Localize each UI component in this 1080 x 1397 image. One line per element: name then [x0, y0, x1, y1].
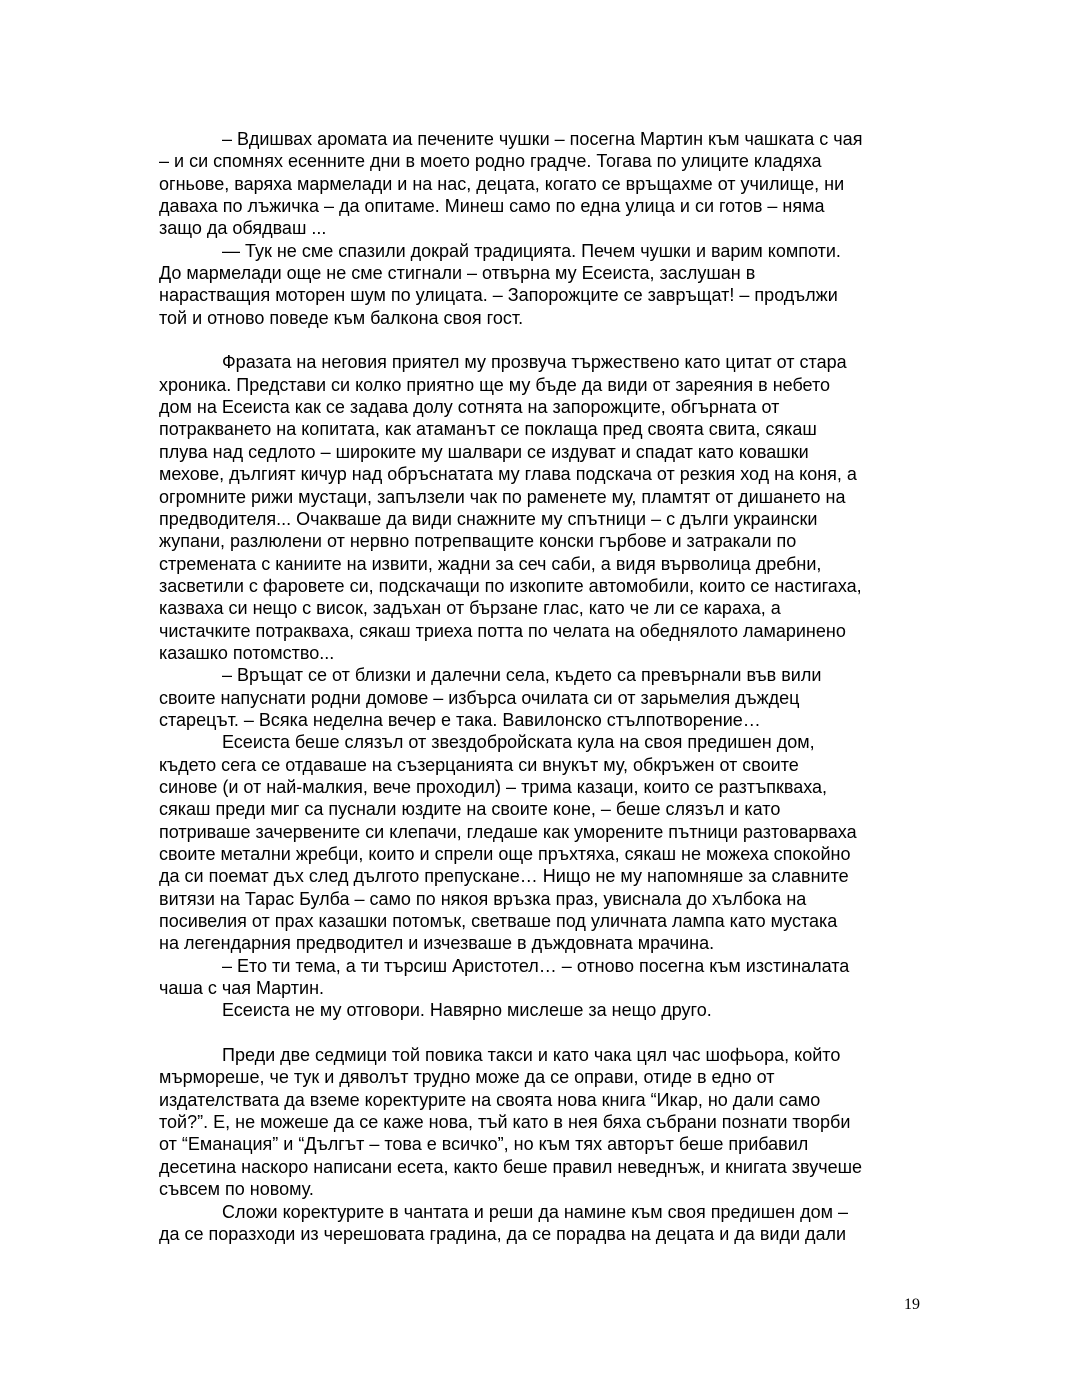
text-line: огромните рижи мустаци, запълзели чак по раменете му, пламтят от дишането на: [159, 486, 846, 507]
text-line: жупани, разлюлени от нервно потрепващите конски гърбове и затракали по: [159, 531, 797, 552]
text-line: от “Еманация” и “Дългът – това е всичко”, но към тях авторът беше прибавил: [159, 1134, 809, 1155]
text-line: Есеиста беше слязъл от звездобройската кула на своя предишен дом,: [222, 732, 815, 753]
text-line: хроника. Представи си колко приятно ще му бъде да види от зареяния в небето: [159, 374, 831, 395]
text-line: защо да обядваш ...: [159, 218, 327, 239]
text-line: мехове, дългият кичур над обръснатата му глава подскача от резкия ход на коня, а: [159, 464, 857, 485]
text-line: – Връщат се от близки и далечни села, където са превърнали във вили: [222, 665, 822, 686]
text-line: — Тук не сме спазили докрай традицията. Печем чушки и варим компоти.: [222, 240, 841, 261]
text-line: сякаш преди миг са пуснали юздите на своите коне, – беше слязъл и като: [159, 799, 781, 820]
text-line: чистачките потракваха, сякаш триеха потта по челата на обеднялото ламаринено: [159, 620, 846, 641]
text-line: – и си спомнях есенните дни в моето родно градче. Тогава по улиците кладяха: [159, 151, 822, 172]
text-line: плува над седлото – широките му шалвари се издуват и спадат като ковашки: [159, 441, 809, 462]
text-line: издателствата да вземе коректурите на своята нова книга “Икар, но дали само: [159, 1089, 821, 1110]
page-number: 19: [904, 1296, 920, 1313]
text-line: чаша с чая Мартин.: [159, 978, 325, 999]
text-line: на легендарния предводител и изчезваше в дъждовната мрачина.: [159, 933, 715, 954]
paragraph-gap: [159, 1022, 929, 1044]
text-line: синове (и от най-малкия, вече проходил) – трима казаци, които се разтъпкваха,: [159, 776, 828, 797]
text-line: съвсем по новому.: [159, 1179, 314, 1200]
text-line: където сега се отдаваше на съзерцанията си внукът му, обкръжен от своите: [159, 754, 799, 775]
text-line: засветили с фаровете си, подскачащи по изкопите автомобили, които се настигаха,: [159, 575, 862, 596]
text-line: той и отново поведе към балкона своя гост.: [159, 307, 524, 328]
text-line: дом на Есеиста как се задава долу сотнята на запорожците, обгърната от: [159, 397, 780, 418]
body-text: [159, 128, 929, 1245]
text-line: мърмореше, че тук и дяволът трудно може да се оправи, отиде в едно от: [159, 1067, 775, 1088]
text-line: той?”. Е, не можеше да се каже нова, тъй като в нея бяха събрани познати творби: [159, 1112, 851, 1133]
text-line: Преди две седмици той повика такси и като чака цял час шофьора, който: [222, 1045, 841, 1066]
text-line: витязи на Тарас Булба – само по някоя връзка праз, увиснала до хълбока на: [159, 888, 807, 909]
text-line: да се поразходи из черешовата градина, да се порадва на децата и да види дали: [159, 1223, 847, 1244]
text-line: своите напуснати родни домове – избърса очилата си от зарьмелия дъждец: [159, 687, 800, 708]
text-line: старецът. – Всяка неделна вечер е така. Вавилонско стълпотворение…: [159, 709, 761, 730]
text-line: огньове, варяха мармелади и на нас, децата, когато се връщахме от училище, ни: [159, 173, 845, 194]
text-line: предводителя... Очакваше да види снажните му спътници – с дълги украински: [159, 508, 818, 529]
text-line: Фразата на неговия приятел му прозвуча тържествено като цитат от стара: [222, 352, 847, 373]
text-line: – Ето ти тема, а ти търсиш Аристотел… – отново посегна към изстиналата: [222, 955, 850, 976]
text-line: Есеиста не му отговори. Навярно мислеше за нещо друго.: [222, 1000, 712, 1021]
text-line: Сложи коректурите в чантата и реши да намине към своя предишен дом –: [222, 1201, 849, 1222]
text-line: казашко потомство...: [159, 642, 335, 663]
text-line: посивелия от прах казашки потомък, светваше под уличната лампа като мустака: [159, 911, 838, 932]
text-line: нарастващия моторен шум по улицата. – Запорожците се завръщат! – продължи: [159, 285, 838, 306]
text-line: потриваше зачервените си клепачи, гледаше как уморените пътници разтоварваха: [159, 821, 857, 842]
text-line: даваха по лъжичка – да опитаме. Минеш само по една улица и си готов – няма: [159, 196, 825, 217]
text-line: – Вдишвах аромата иа печените чушки – посегна Мартин към чашката с чая: [222, 129, 863, 149]
paragraph-gap: [159, 329, 929, 351]
text-line: стремената с каниите на извити, жадни за сеч саби, а видя върволица дребни,: [159, 553, 822, 574]
text-line: казваха си нещо с висок, задъхан от бързане глас, като че ли се караха, а: [159, 598, 781, 619]
text-line: да си поемат дъх след дългото препускане… Нищо не му напомняше за славните: [159, 866, 849, 887]
text-line: своите метални жребци, които и спрели още пръхтяха, сякаш не можеха спокойно: [159, 844, 851, 864]
text-line: потракването на копитата, как атаманът се поклаща пред своята свита, сякаш: [159, 419, 817, 440]
text-line: десетина наскоро написани есета, както беше правил неведнъж, и книгата звучеше: [159, 1156, 863, 1177]
text-line: До мармелади още не сме стигнали – отвърна му Есеиста, заслушан в: [159, 263, 756, 284]
